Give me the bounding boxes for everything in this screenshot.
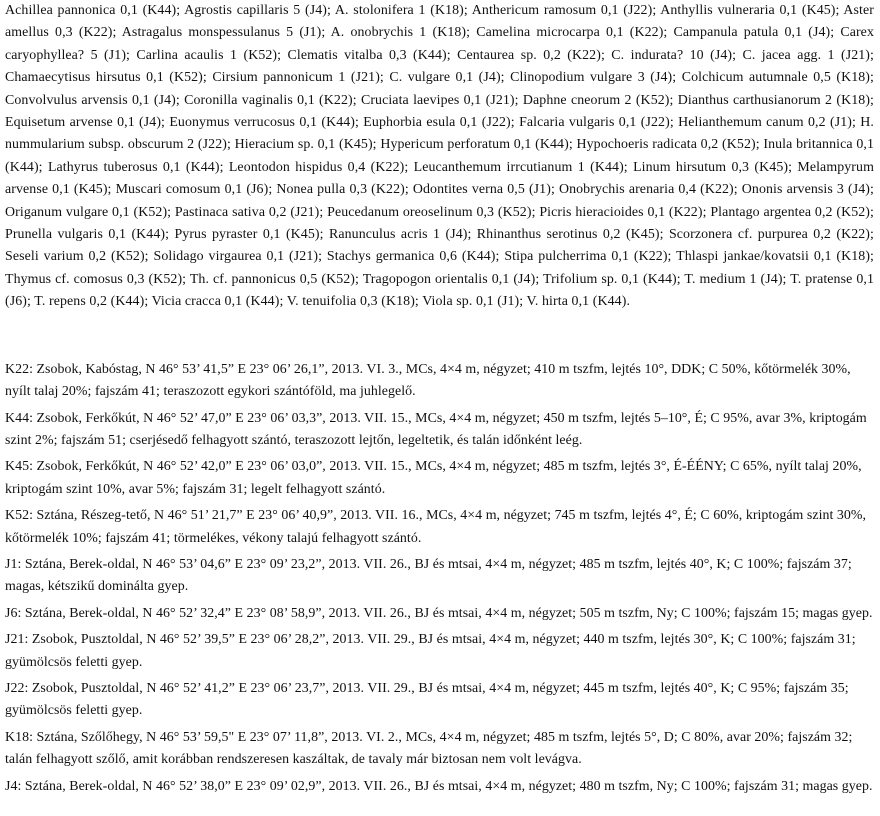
site-description-k45: K45: Zsobok, Ferkőkút, N 46° 52’ 42,0” E 23° 06’ 03,0”, 2013. VII. 15., MCs, 4×4 m, négyzet; 485 m tszfm, lejtés 3°, É-ÉÉNY; C 65%, nyílt talaj 20%, kriptogám szint 10%, avar 5%; fajszám 31; legelt felhagyott szántó. xyxy=(5,459,862,497)
site-description-j4: J4: Sztána, Berek-oldal, N 46° 52’ 38,0” E 23° 09’ 02,9”, 2013. VII. 26., BJ és mtsai, 4×4 m, négyzet; 480 m tszfm, Ny; C 100%; fajszám 31; magas gyep. xyxy=(5,778,873,794)
site-description-k22: K22: Zsobok, Kabóstag, N 46° 53’ 41,5” E 23° 06’ 26,1”, 2013. VI. 3., MCs, 4×4 m, négyzet; 410 m tszfm, lejtés 10°, DDK; C 50%, kőtörmelék 30%, nyílt talaj 20%; fajszám 41; teraszozott egykori szántóföld, ma juhlegelő. xyxy=(5,361,851,400)
site-description-j6: J6: Sztána, Berek-oldal, N 46° 52’ 32,4” E 23° 08’ 58,9”, 2013. VII. 26., BJ és mtsai, 4×4 m, négyzet; 505 m tszfm, Ny; C 100%; fajszám 15; magas gyep. xyxy=(5,605,873,621)
section-gap xyxy=(5,314,874,359)
site-description-k44: K44: Zsobok, Ferkőkút, N 46° 52’ 47,0” E 23° 06’ 03,3”, 2013. VII. 15., MCs, 4×4 m, négyzet; 450 m tszfm, lejtés 5–10°, É; C 95%, avar 3%, kriptogám szint 2%; fajszám 51; cserjésedő felhagyott szántó, teraszozott lejtőn, legeltetik, és talán időnként leég. xyxy=(5,410,867,448)
site-description-j22: J22: Zsobok, Pusztoldal, N 46° 52’ 41,2” E 23° 06’ 23,7”, 2013. VII. 29., BJ és mtsai, 4×4 m, négyzet; 445 m tszfm, lejtés 40°, K; C 95%; fajszám 35; gyümölcsös feletti gyep. xyxy=(5,680,849,719)
site-description-k52: K52: Sztána, Részeg-tető, N 46° 51’ 21,7” E 23° 06’ 40,9”, 2013. VII. 16., MCs, 4×4 m, négyzet; 745 m tszfm, lejtés 4°, É; C 60%, kriptogám szint 30%, kőtörmelék 10%; fajszám 41; törmelékes, vékony talajú felhagyott szántó. xyxy=(5,508,867,546)
site-description-j1: J1: Sztána, Berek-oldal, N 46° 53’ 04,6” E 23° 09’ 23,2”, 2013. VII. 26., BJ és mtsai, 4×4 m, négyzet; 485 m tszfm, lejtés 40°, K; C 100%; fajszám 37; magas, kétszikű dominálta gyep. xyxy=(5,556,852,595)
site-descriptions xyxy=(5,359,874,798)
species-list-paragraph: Achillea pannonica 0,1 (K44); Agrostis capillaris 5 (J4); A. stolonifera 1 (K18); Anthericum ramosum 0,1 (J22); Anthyllis vulneraria 0,1 (K45); Aster amellus 0,3 (K22); Astragalus monspessulanus 5 (J1); A. onobrychis 1 (K18); Camelina microcarpa 0,1 (K22); Campanula patula 0,1 (J4); Carex caryophyllea? 5 (J1); Carlina acaulis 1 (K52); Clematis vitalba 0,3 (K44); Centaurea sp. 0,2 (K22); C. indurata? 10 (J4); C. jacea agg. 1 (J21); Chamaecytisus hirsutus 0,1 (K52); Cirsium pannonicum 1 (J21); C. vulgare 0,1 (J4); Clinopodium vulgare 3 (J4); Colchicum autumnale 0,5 (K18); Convolvulus arvensis 0,1 (J4); Coronilla vaginalis 0,1 (K22); Cruciata laevipes 0,1 (J21); Daphne cneorum 2 (K52); Dianthus carthusianorum 2 (K18); Equisetum arvense 0,1 (J4); Euonymus verrucosus 0,1 (K44); Euphorbia esula 0,1 (J22); Falcaria vulgaris 0,1 (J22); Helianthemum canum 0,2 (J1); H. nummularium subsp. obscurum 2 (J22); Hieracium sp. 0,1 (K45); Hypericum perforatum 0,1 (K44); Hypochoeris radicata 0,2 (K52); Inula britannica 0,1 (K44); Lathyrus tuberosus 0,1 (K44); Leontodon hispidus 0,4 (K22); Leucanthemum irrcutianum 1 (K44); Linum hirsutum 0,3 (K45); Melampyrum arvense 0,1 (K45); Muscari comosum 0,1 (J6); Nonea pulla 0,3 (K22); Odontites verna 0,5 (J1); Onobrychis arenaria 0,4 (K22); Ononis arvensis 3 (J4); Origanum vulgare 0,1 (K52); Pastinaca sativa 0,2 (J21); Peucedanum oreoselinum 0,3 (K52); Picris hieracioides 0,1 (K22); Plantago argentea 0,2 (K52); Prunella vulgaris 0,1 (K44); Pyrus pyraster 0,1 (K45); Ranunculus acris 1 (J4); Rhinanthus serotinus 0,2 (K45); Scorzonera cf. purpurea 0,2 (K22); Seseli varium 0,2 (K52); Solidago virgaurea 0,1 (J21); Stachys germanica 0,6 (K44); Stipa pulcherrima 0,1 (K22); Thlaspi jankae/kovatsii 0,1 (K18); Thymus cf. comosus 0,3 (K52); Th. cf. pannonicus 0,5 (K52); Tragopogon orientalis 0,1 (J4); Trifolium sp. 0,1 (K44); T. medium 1 (J4); T. pratense 0,1 (J6); T. repens 0,2 (K44); Vicia cracca 0,1 (K44); V. tenuifolia 0,3 (K18); Viola sp. 0,1 (J1); V. hirta 0,1 (K44). xyxy=(5,3,874,310)
site-description-k18: K18: Sztána, Szőlőhegy, N 46° 53’ 59,5" E 23° 07’ 11,8”, 2013. VI. 2., MCs, 4×4 m, négyzet; 485 m tszfm, lejtés 5°, D; C 80%, avar 20%; fajszám 32; talán felhagyott szőlő, amit korábban rendszeresen kaszáltak, de tavaly már biztosan nem volt levágva. xyxy=(5,729,853,768)
site-description-j21: J21: Zsobok, Pusztoldal, N 46° 52’ 39,5” E 23° 06’ 28,2”, 2013. VII. 29., BJ és mtsai, 4×4 m, négyzet; 440 m tszfm, lejtés 30°, K; C 100%; fajszám 31; gyümölcsös feletti gyep. xyxy=(5,632,856,670)
